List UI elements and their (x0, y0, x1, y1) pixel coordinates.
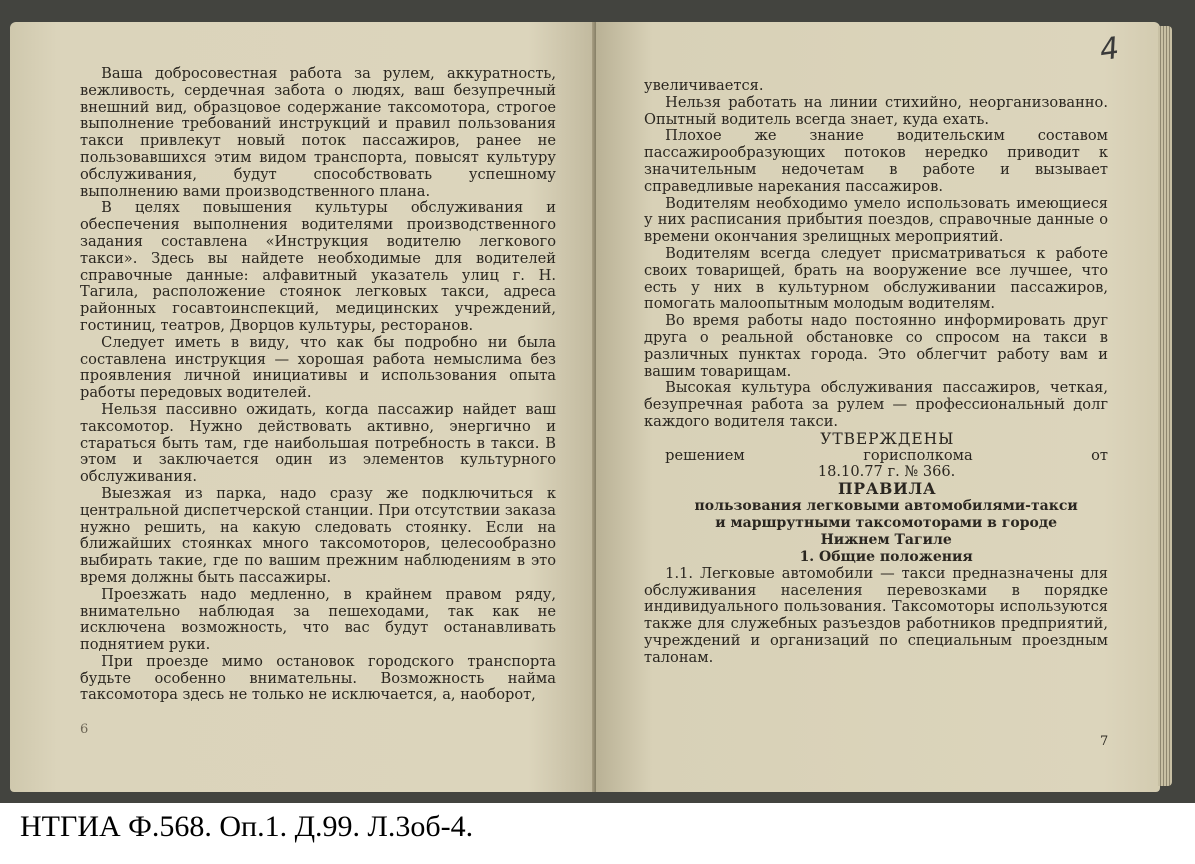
page-stack-edge (1158, 26, 1172, 786)
left-paragraph: В целях повышения культуры обслуживания и обеспечения выполнения водителями производственного задания составлена «Инструкция водителю легкового такси». Здесь вы найдете необходимые для водителей справочные данные: алфавитный указатель улиц г. Н. Тагила, расположение стоянок легковых такси, адреса районных госавтоинспекций, медицинских учреждений, гостиниц, театров, Дворцов культуры, ресторанов. (80, 199, 556, 334)
right-paragraph: Во время работы надо постоянно информировать друг друга о реальной обстановке со спросом на такси в различных пунктах города. Это облегчит работу вам и вашим товарищам. (644, 312, 1108, 380)
decision-date: 18.10.77 г. № 366. (817, 463, 956, 481)
left-page-number: 6 (80, 722, 89, 737)
handwritten-page-mark: 4 (1097, 30, 1122, 69)
rules-heading: ПРАВИЛА (838, 479, 937, 499)
left-paragraph: Нельзя пассивно ожидать, когда пассажир найдет ваш таксомотор. Нужно действовать активно, энергично и стараться быть там, где наибольшая потребность в такси. В этом и заключается один из элементов культурного обслуживания. (80, 400, 556, 486)
right-paragraph: Высокая культура обслуживания пассажиров, четкая, безупречная работа за рулем — профессиональный долг каждого водителя такси. (644, 379, 1108, 430)
right-page (596, 22, 1160, 792)
left-page-text (80, 66, 556, 704)
right-paragraph: Водителям необходимо умело использовать имеющиеся у них расписания прибытия поездов, справочные данные о времени окончания зрелищных мероприятий. (644, 194, 1108, 246)
right-paragraph: Нельзя работать на линии стихийно, неорганизованно. Опытный водитель всегда знает, куда ехать. (644, 93, 1108, 128)
decision-line: решением горисполкома от (665, 446, 1108, 464)
right-paragraph: Водителям всегда следует присматриваться к работе своих товарищей, брать на вооружение все лучшее, что есть у них в культурном обслуживании пассажиров, помогать малоопытным молодым водителям. (644, 244, 1108, 313)
approved-heading: УТВЕРЖДЕНЫ (820, 429, 955, 448)
left-paragraph: При проезде мимо остановок городского транспорта будьте особенно внимательны. Возможность найма таксомотора здесь не только не исключается, а, наоборот, (80, 652, 556, 704)
rules-subtitle-line: и маршрутными таксомоторами в городе (715, 514, 1058, 531)
left-paragraph: Ваша добросовестная работа за рулем, аккуратность, вежливость, сердечная забота о людях, ваш безупречный внешний вид, образцовое содержание таксомотора, строгое выполнение требований инструкций и правил пользования такси привлекут новый поток пассажиров, ранее не пользовавшихся этим видом транспорта, повысят культуру обслуживания, будут способствовать успешному выполнению вами производственного плана. (80, 65, 556, 200)
right-paragraph: Плохое же знание водительским составом пассажирообразующих потоков нередко приводит к значительным недочетам в работе и вызывает справедливые нарекания пассажиров. (644, 127, 1108, 195)
left-paragraph: Проезжать надо медленно, в крайнем правом ряду, внимательно наблюдая за пешеходами, так как не исключена возможность, что вас будут останавливать поднятием руки. (80, 585, 556, 654)
section-title: 1. Общие положения (799, 548, 973, 565)
section-paragraph: 1.1. Легковые автомобили — такси предназначены для обслуживания населения перевозками в порядке индивидуального пользования. Таксомоторы используются также для служебных разъездов работников предприятий, учреждений и организаций по специальным проездным талонам. (644, 564, 1108, 666)
right-page-text (644, 78, 1108, 667)
rules-subtitle-line: пользования легковыми автомобилями-такси (694, 497, 1078, 514)
left-paragraph: Следует иметь в виду, что как бы подробно ни была составлена инструкция — хорошая работа немыслима без проявления личной инициативы и использования опыта работы передовых водителей. (80, 333, 556, 402)
rules-subtitle-line: Нижнем Тагиле (820, 531, 952, 548)
right-page-number: 7 (1100, 734, 1109, 749)
continuation-line: увеличивается. (644, 77, 764, 94)
archive-caption: НТГИА Ф.568. Оп.1. Д.99. Л.3об-4. (20, 810, 474, 843)
left-page (10, 22, 599, 792)
left-paragraph: Выезжая из парка, надо сразу же подключиться к центральной диспетчерской станции. При отсутствии заказа нужно решить, на какую следовать стоянку. Если на ближайших стоянках много таксомоторов, целесообразно выбирать такие, где по вашим прежним наблюдениям в это время должны быть пассажиры. (80, 484, 556, 586)
